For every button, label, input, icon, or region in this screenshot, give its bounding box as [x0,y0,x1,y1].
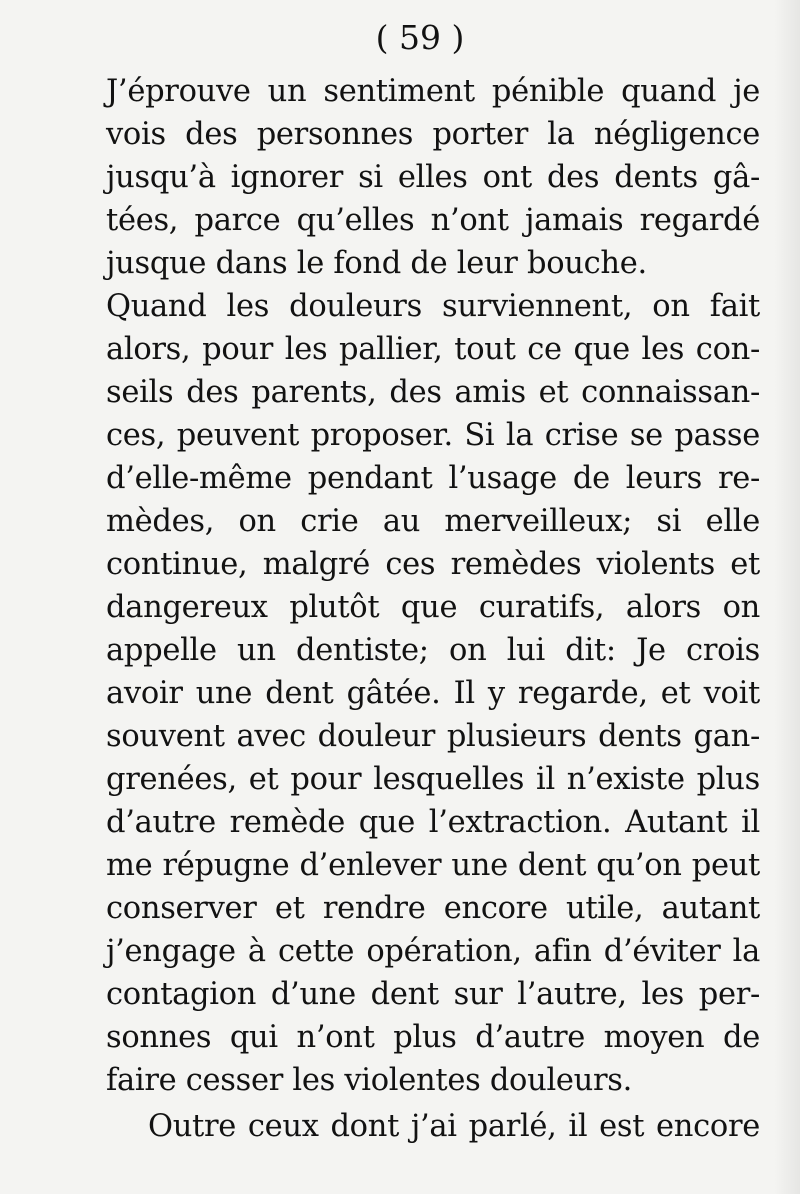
text-line: mèdes, on crie au merveilleux; si elle [106,504,760,539]
text-line: Quand les douleurs surviennent, on fait [106,289,760,324]
text-line: J’éprouve un sentiment pénible quand je [106,74,760,109]
text-line: jusque dans le fond de leur bouche. [106,246,647,281]
text-line: faire cesser les violentes douleurs. [106,1063,633,1098]
text-line: conserver et rendre encore utile, autant [106,891,760,926]
text-line: sonnes qui n’ont plus d’autre moyen de [106,1020,760,1055]
text-line: jusqu’à ignorer si elles ont des dents gâ- [106,160,760,195]
text-line: avoir une dent gâtée. Il y regarde, et voit [106,676,760,711]
text-line: dangereux plutôt que curatifs, alors on [106,590,760,625]
text-line: Outre ceux dont j’ai parlé, il est encore [148,1109,760,1144]
page-number: ( 59 ) [375,18,465,57]
text-line: alors, pour les pallier, tout ce que les con- [106,332,760,367]
text-line: tées, parce qu’elles n’ont jamais regardé [106,203,760,238]
text-line: seils des parents, des amis et connaissan- [106,375,760,410]
text-line: j’engage à cette opération, afin d’éviter la [106,934,760,969]
text-line: souvent avec douleur plusieurs dents gan- [106,719,760,754]
page-edge-shadow [774,0,800,1194]
text-line: appelle un dentiste; on lui dit: Je crois [106,633,760,668]
text-line: ces, peuvent proposer. Si la crise se passe [106,418,760,453]
text-line: d’elle-même pendant l’usage de leurs re- [106,461,760,496]
text-line: me répugne d’enlever une dent qu’on peut [106,848,760,883]
text-line: vois des personnes porter la négligence [106,117,760,152]
text-line: grenées, et pour lesquelles il n’existe plus [106,762,760,797]
text-line: contagion d’une dent sur l’autre, les per- [106,977,760,1012]
text-line: continue, malgré ces remèdes violents et [106,547,760,582]
text-line: d’autre remède que l’extraction. Autant il [106,805,760,840]
